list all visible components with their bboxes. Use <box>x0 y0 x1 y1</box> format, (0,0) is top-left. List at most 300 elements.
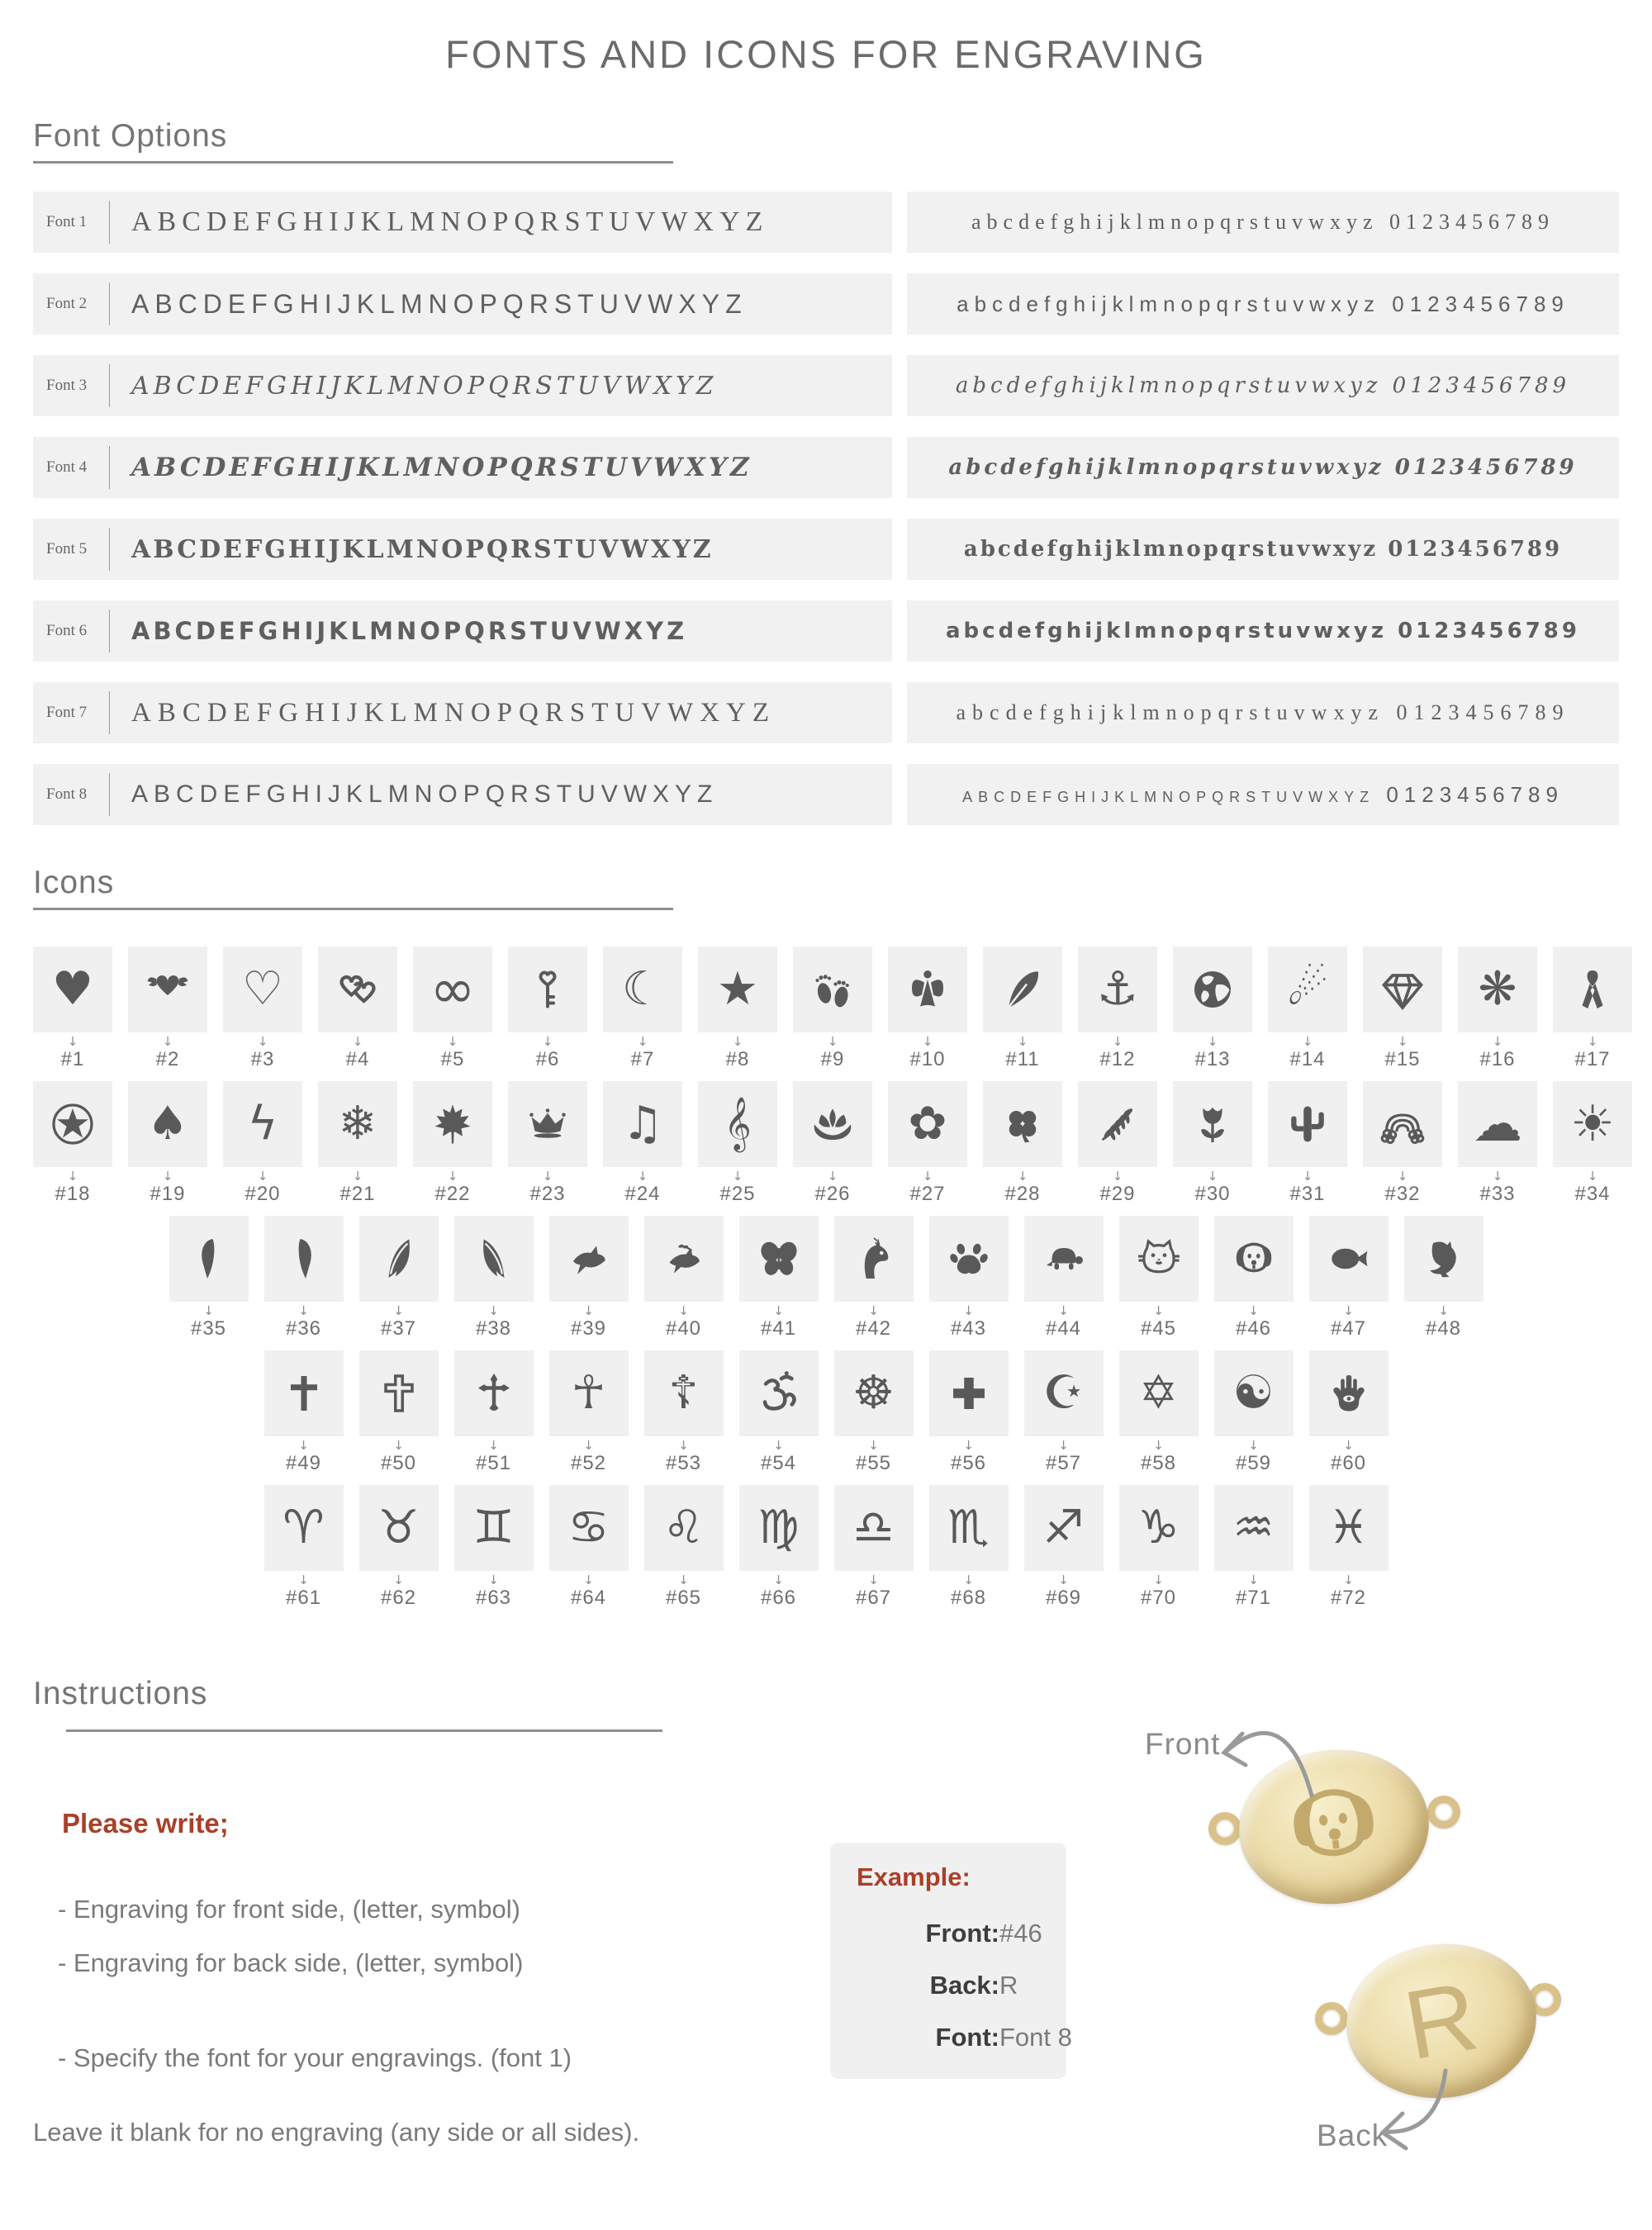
font-uppercase-box <box>33 519 892 580</box>
font-uppercase-sample: ABCDEFGHIJKLMNOPQRSTUVWXYZ <box>131 371 718 401</box>
font-row-4 <box>33 437 1619 498</box>
font-lowercase-digits-sample: abcdefghijklmnopqrstuvwxyz 0123456789 <box>955 373 1571 398</box>
font-options-section <box>0 118 1652 825</box>
down-arrow-icon: ↓ <box>447 1034 458 1049</box>
zodiac-aries-icon: ♈ <box>282 1501 325 1554</box>
icon-box <box>223 947 302 1032</box>
down-arrow-icon: ↓ <box>583 1573 594 1587</box>
icon-number: #44 <box>1045 1317 1082 1340</box>
down-arrow-icon: ↓ <box>1343 1438 1354 1453</box>
icon-cell <box>698 1081 777 1206</box>
icon-number: #59 <box>1235 1452 1272 1474</box>
icon-cell <box>1214 1350 1294 1475</box>
instruction-bullet: - Engraving for back side, (letter, symbol) <box>58 1948 524 1977</box>
icon-cell <box>1024 1216 1104 1340</box>
down-arrow-icon: ↓ <box>1112 1169 1123 1184</box>
lotus-icon <box>808 1098 857 1151</box>
charm-loop <box>1208 1812 1241 1845</box>
font-row-5 <box>33 519 1619 580</box>
icon-cell <box>1119 1485 1199 1610</box>
font-lowercase-box <box>907 355 1619 416</box>
icon-number: #66 <box>760 1587 797 1609</box>
zodiac-scorpio-icon: ♏ <box>947 1501 990 1554</box>
icon-box <box>603 947 682 1032</box>
icon-cell <box>1553 947 1632 1071</box>
down-arrow-icon: ↓ <box>1112 1034 1123 1049</box>
icon-box <box>1078 1081 1157 1167</box>
zodiac-taurus-icon: ♉ <box>377 1501 420 1554</box>
divider <box>109 528 110 571</box>
icon-cell <box>603 947 682 1071</box>
icon-box <box>454 1485 534 1571</box>
blank-note: Leave it blank for no engraving (any side or all sides). <box>33 2118 640 2147</box>
icon-box <box>603 1081 682 1167</box>
icon-box <box>508 947 587 1032</box>
olive-branch-icon <box>1093 1098 1142 1151</box>
font-options-heading: Font Options <box>33 118 228 154</box>
icon-number: #42 <box>855 1317 892 1340</box>
icon-cell <box>834 1350 914 1475</box>
font-lowercase-box <box>907 682 1619 743</box>
icon-box <box>739 1350 819 1436</box>
angel-wing-left-icon <box>184 1232 234 1285</box>
icon-box <box>1214 1350 1294 1436</box>
section-divider <box>66 1729 662 1732</box>
awareness-ribbon-icon <box>1568 963 1617 1016</box>
down-arrow-icon: ↓ <box>1343 1303 1354 1318</box>
icon-box <box>983 947 1062 1032</box>
star-of-david-icon: ✡ <box>1139 1366 1178 1420</box>
icon-box <box>359 1350 439 1436</box>
down-arrow-icon: ↓ <box>678 1303 689 1318</box>
down-arrow-icon: ↓ <box>67 1169 78 1184</box>
icon-cell <box>888 1081 967 1206</box>
icon-number: #63 <box>475 1587 512 1609</box>
icon-cell <box>359 1350 439 1475</box>
icon-box <box>644 1216 724 1302</box>
icon-number: #70 <box>1140 1587 1177 1609</box>
down-arrow-icon: ↓ <box>1248 1573 1259 1587</box>
icon-cell <box>264 1216 344 1340</box>
please-write-lead: Please write; <box>62 1808 229 1839</box>
tulip-icon <box>1188 1098 1237 1151</box>
icon-cell <box>1173 947 1252 1071</box>
icon-cell <box>793 1081 872 1206</box>
down-arrow-icon: ↓ <box>1153 1573 1164 1587</box>
icon-box <box>888 1081 967 1167</box>
icon-cell <box>1214 1485 1294 1610</box>
icon-cell <box>1309 1350 1389 1475</box>
icon-box <box>929 1350 1009 1436</box>
gold-charm-front <box>1232 1740 1436 1913</box>
down-arrow-icon: ↓ <box>1492 1034 1503 1049</box>
down-arrow-icon: ↓ <box>732 1169 743 1184</box>
font-lowercase-digits-sample: abcdefghijklmnopqrstuvwxyz 0123456789 <box>946 619 1580 643</box>
font-row-8 <box>33 764 1619 825</box>
icon-row-3 <box>33 1216 1619 1340</box>
icon-box <box>1119 1350 1199 1436</box>
icon-number: #65 <box>665 1587 702 1609</box>
icon-grid <box>33 947 1619 1610</box>
font-row-label: Font 6 <box>46 622 88 639</box>
example-field-value: #46 <box>999 1919 1042 1948</box>
star-and-crescent-icon: ☪ <box>1042 1366 1085 1420</box>
down-arrow-icon: ↓ <box>868 1303 879 1318</box>
font-uppercase-sample: ABCDEFGHIJKLMNOPQRSTUVWXYZ <box>131 288 748 319</box>
cross-outline-icon <box>374 1367 424 1420</box>
icon-box <box>264 1350 344 1436</box>
down-arrow-icon: ↓ <box>1017 1034 1028 1049</box>
budded-cross-icon <box>469 1367 519 1420</box>
instruction-bullet: - Engraving for front side, (letter, symbol) <box>58 1895 520 1924</box>
icon-cell <box>223 947 302 1071</box>
font-row-7 <box>33 682 1619 743</box>
flower-icon: ✿ <box>908 1097 947 1151</box>
icon-number: #13 <box>1194 1048 1231 1070</box>
icon-box <box>549 1485 629 1571</box>
icon-cell <box>318 947 397 1071</box>
icon-cell <box>929 1350 1009 1475</box>
font-uppercase-sample: ABCDEFGHIJKLMNOPQRSTUVWXYZ <box>131 697 776 728</box>
icon-cell <box>223 1081 302 1206</box>
icon-number: #19 <box>150 1183 186 1205</box>
icon-box <box>1553 1081 1632 1167</box>
divider <box>109 773 110 816</box>
icon-box <box>169 1216 249 1302</box>
icon-row-1 <box>33 947 1619 1071</box>
font-row-3 <box>33 355 1619 416</box>
font-lowercase-box <box>907 600 1619 662</box>
icon-box <box>644 1350 724 1436</box>
icon-box <box>1119 1216 1199 1302</box>
icon-number: #54 <box>760 1452 797 1474</box>
icon-box <box>454 1350 534 1436</box>
zodiac-capricorn-icon: ♑ <box>1137 1501 1180 1554</box>
instructions-section <box>0 1659 1652 2171</box>
icon-cell <box>128 1081 207 1206</box>
icon-number: #4 <box>345 1048 370 1070</box>
dharma-wheel-icon: ☸ <box>852 1366 895 1420</box>
dolphin-icon <box>1419 1232 1469 1285</box>
icon-cell <box>929 1216 1009 1340</box>
font-lowercase-digits-sample: abcdefghijklmnopqrstuvwxyz 0123456789 <box>948 455 1578 480</box>
example-field-value: Font 8 <box>999 2023 1072 2052</box>
font-row-label: Font 5 <box>46 540 88 558</box>
icon-number: #41 <box>760 1317 797 1340</box>
icon-number: #32 <box>1384 1183 1421 1205</box>
feather-wing-right-icon <box>469 1232 519 1285</box>
font-uppercase-box <box>33 764 892 825</box>
down-arrow-icon: ↓ <box>1397 1169 1408 1184</box>
icon-number: #3 <box>250 1048 275 1070</box>
down-arrow-icon: ↓ <box>393 1303 404 1318</box>
icon-number: #52 <box>570 1452 607 1474</box>
section-divider <box>33 161 673 164</box>
section-divider <box>33 908 673 910</box>
divider <box>109 691 110 734</box>
icon-cell <box>1268 947 1347 1071</box>
icon-box <box>359 1485 439 1571</box>
icon-cell <box>264 1350 344 1475</box>
down-arrow-icon: ↓ <box>827 1034 838 1049</box>
divider <box>109 201 110 244</box>
font-lowercase-digits-sample: abcdefghijklmnopqrstuvwxyz 0123456789 <box>971 210 1555 234</box>
icon-number: #17 <box>1574 1048 1611 1070</box>
icon-number: #12 <box>1099 1048 1136 1070</box>
down-arrow-icon: ↓ <box>1397 1034 1408 1049</box>
icon-box <box>1309 1485 1389 1571</box>
icon-cell <box>549 1485 629 1610</box>
fish-icon <box>1324 1232 1374 1285</box>
font-uppercase-box <box>33 273 892 334</box>
maple-leaf-icon <box>428 1098 477 1151</box>
zodiac-virgo-icon: ♍ <box>757 1501 800 1554</box>
zodiac-aquarius-icon: ♒ <box>1232 1501 1275 1554</box>
icon-number: #71 <box>1235 1587 1272 1609</box>
crown-icon <box>523 1098 572 1151</box>
icon-number: #21 <box>339 1183 376 1205</box>
icon-box <box>793 947 872 1032</box>
music-note-icon: ♫ <box>621 1097 664 1151</box>
icon-box <box>739 1216 819 1302</box>
divider <box>109 364 110 407</box>
example-field-label: Back: <box>929 1971 999 2000</box>
icon-number: #27 <box>909 1183 946 1205</box>
cat-face-icon <box>1134 1232 1184 1285</box>
icon-box <box>33 947 112 1032</box>
down-arrow-icon: ↓ <box>1492 1169 1503 1184</box>
font-rows-list <box>33 192 1619 825</box>
down-arrow-icon: ↓ <box>1343 1573 1354 1587</box>
font-lowercase-box <box>907 192 1619 253</box>
orthodox-cross-icon: ☦ <box>668 1366 699 1420</box>
icon-number: #57 <box>1045 1452 1082 1474</box>
angel-wing-right-icon <box>279 1232 329 1285</box>
down-arrow-icon: ↓ <box>257 1169 268 1184</box>
down-arrow-icon: ↓ <box>868 1438 879 1453</box>
divider <box>109 446 110 489</box>
icon-cell <box>508 1081 587 1206</box>
icon-cell <box>549 1216 629 1340</box>
icon-cell <box>1309 1485 1389 1610</box>
icon-box <box>264 1485 344 1571</box>
down-arrow-icon: ↓ <box>1058 1438 1069 1453</box>
icon-box <box>929 1485 1009 1571</box>
icon-box <box>508 1081 587 1167</box>
spade-icon: ♠ <box>146 1097 189 1151</box>
down-arrow-icon: ↓ <box>732 1034 743 1049</box>
icon-number: #55 <box>855 1452 892 1474</box>
icon-box <box>739 1485 819 1571</box>
example-field-back <box>859 1959 1072 2011</box>
icon-box <box>1458 1081 1537 1167</box>
icon-box <box>318 947 397 1032</box>
icon-cell <box>1309 1216 1389 1340</box>
font-uppercase-box <box>33 682 892 743</box>
icon-box <box>1024 1350 1104 1436</box>
down-arrow-icon: ↓ <box>1058 1303 1069 1318</box>
icon-number: #47 <box>1330 1317 1367 1340</box>
icon-number: #60 <box>1330 1452 1367 1474</box>
icon-box <box>549 1350 629 1436</box>
icon-box <box>1363 947 1442 1032</box>
font-lowercase-digits-sample: abcdefghijklmnopqrstuvwxyz 0123456789 <box>957 291 1569 316</box>
font-uppercase-sample: ABCDEFGHIJKLMNOPQRSTUVWXYZ <box>131 534 714 564</box>
snowflake-icon: ❄ <box>338 1097 377 1151</box>
feather-wing-left-icon <box>374 1232 424 1285</box>
font-uppercase-box <box>33 600 892 662</box>
icon-box <box>834 1350 914 1436</box>
infinity-icon: ∞ <box>430 957 476 1021</box>
icon-number: #2 <box>155 1048 180 1070</box>
icon-number: #58 <box>1140 1452 1177 1474</box>
angel-icon <box>903 963 952 1016</box>
heart-key-icon <box>523 963 572 1016</box>
font-lowercase-box <box>907 273 1619 334</box>
font-lowercase-box <box>907 437 1619 498</box>
down-arrow-icon: ↓ <box>963 1303 974 1318</box>
icon-number: #6 <box>535 1048 560 1070</box>
font-uppercase-sample: ABCDEFGHIJKLMNOPQRSTUVWXYZ <box>131 617 688 645</box>
icon-box <box>1024 1216 1104 1302</box>
example-field-label: Font: <box>935 2023 999 2052</box>
down-arrow-icon: ↓ <box>488 1303 499 1318</box>
font-lowercase-digits-sample: abcdefghijklmnopqrstuvwxyz 0123456789 <box>963 537 1563 562</box>
down-arrow-icon: ↓ <box>773 1573 784 1587</box>
icon-box <box>1214 1485 1294 1571</box>
hamsa-icon <box>1324 1367 1374 1420</box>
diamond-gem-icon <box>1378 963 1427 1016</box>
icon-number: #5 <box>440 1048 465 1070</box>
down-arrow-icon: ↓ <box>1248 1438 1259 1453</box>
instruction-bullet: - Specify the font for your engravings. (font 1) <box>58 2043 572 2072</box>
icon-cell <box>983 947 1062 1071</box>
nautical-star-icon <box>48 1098 97 1151</box>
icon-number: #16 <box>1479 1048 1516 1070</box>
down-arrow-icon: ↓ <box>203 1303 214 1318</box>
icon-box <box>983 1081 1062 1167</box>
icon-cell <box>1173 1081 1252 1206</box>
down-arrow-icon: ↓ <box>542 1034 553 1049</box>
icon-box <box>1173 1081 1252 1167</box>
zodiac-gemini-icon: ♊ <box>472 1501 515 1554</box>
icon-number: #33 <box>1479 1183 1516 1205</box>
icon-box <box>318 1081 397 1167</box>
down-arrow-icon: ↓ <box>963 1438 974 1453</box>
baby-feet-icon <box>808 963 857 1016</box>
down-arrow-icon: ↓ <box>678 1573 689 1587</box>
icon-number: #67 <box>855 1587 892 1609</box>
icon-cell <box>1268 1081 1347 1206</box>
down-arrow-icon: ↓ <box>773 1438 784 1453</box>
icons-heading: Icons <box>33 865 115 900</box>
down-arrow-icon: ↓ <box>162 1169 173 1184</box>
icon-box <box>929 1216 1009 1302</box>
example-field-front <box>859 1907 1072 1959</box>
rainbow-icon <box>1378 1098 1427 1151</box>
icon-cell <box>359 1485 439 1610</box>
icon-number: #8 <box>725 1048 750 1070</box>
icon-cell <box>359 1216 439 1340</box>
icon-box <box>793 1081 872 1167</box>
icon-box <box>1404 1216 1483 1302</box>
page-title: FONTS AND ICONS FOR ENGRAVING <box>445 32 1207 76</box>
font-lowercase-digits-sample: abcdefghijklmnopqrstuvwxyz 0123456789 <box>956 700 1570 724</box>
down-arrow-icon: ↓ <box>1017 1169 1028 1184</box>
front-side-label: Front <box>1145 1727 1221 1761</box>
down-arrow-icon: ↓ <box>773 1303 784 1318</box>
icon-box <box>888 947 967 1032</box>
icon-box <box>1363 1081 1442 1167</box>
icon-cell <box>1119 1216 1199 1340</box>
font-row-label: Font 7 <box>46 704 88 721</box>
icon-row-5 <box>33 1485 1619 1610</box>
dove-olive-branch-icon <box>659 1232 709 1285</box>
example-fields <box>859 1907 1072 2063</box>
icon-number: #37 <box>380 1317 417 1340</box>
icon-cell <box>454 1350 534 1475</box>
icons-section <box>0 865 1652 1610</box>
icon-cell <box>1078 947 1157 1071</box>
icon-box <box>834 1216 914 1302</box>
icon-number: #28 <box>1004 1183 1041 1205</box>
divider <box>109 610 110 652</box>
unicorn-icon <box>849 1232 899 1285</box>
icon-cell <box>264 1485 344 1610</box>
icon-number: #40 <box>665 1317 702 1340</box>
icon-number: #20 <box>244 1183 281 1205</box>
icon-box <box>454 1216 534 1302</box>
zodiac-leo-icon: ♌ <box>662 1501 705 1554</box>
icon-number: #18 <box>55 1183 91 1205</box>
icon-box <box>33 1081 112 1167</box>
down-arrow-icon: ↓ <box>1207 1169 1218 1184</box>
icon-cell <box>128 947 207 1071</box>
down-arrow-icon: ↓ <box>1153 1303 1164 1318</box>
icon-cell <box>1078 1081 1157 1206</box>
dog-face-icon <box>1229 1232 1279 1285</box>
icon-number: #25 <box>719 1183 756 1205</box>
down-arrow-icon: ↓ <box>393 1573 404 1587</box>
down-arrow-icon: ↓ <box>447 1169 458 1184</box>
paw-print-icon <box>944 1232 994 1285</box>
icon-cell <box>888 947 967 1071</box>
icon-number: #23 <box>529 1183 566 1205</box>
om-icon <box>754 1367 804 1420</box>
icon-box <box>1268 947 1347 1032</box>
icon-cell <box>644 1485 724 1610</box>
heart-outline-icon: ♡ <box>241 962 284 1016</box>
down-arrow-icon: ↓ <box>162 1034 173 1049</box>
icon-cell <box>33 1081 112 1206</box>
font-uppercase-box <box>33 437 892 498</box>
icon-cell <box>549 1350 629 1475</box>
star-icon: ★ <box>716 962 759 1016</box>
charm-loop <box>1427 1796 1460 1829</box>
icon-box <box>834 1485 914 1571</box>
icon-cell <box>1119 1350 1199 1475</box>
icon-cell <box>1214 1216 1294 1340</box>
icon-box <box>549 1216 629 1302</box>
icon-number: #38 <box>475 1317 512 1340</box>
icon-number: #1 <box>60 1048 85 1070</box>
down-arrow-icon: ↓ <box>298 1438 309 1453</box>
font-lowercase-box <box>907 519 1619 580</box>
font-uppercase-box <box>33 192 892 253</box>
icon-box <box>1173 947 1252 1032</box>
icon-number: #43 <box>950 1317 987 1340</box>
icon-number: #35 <box>190 1317 227 1340</box>
